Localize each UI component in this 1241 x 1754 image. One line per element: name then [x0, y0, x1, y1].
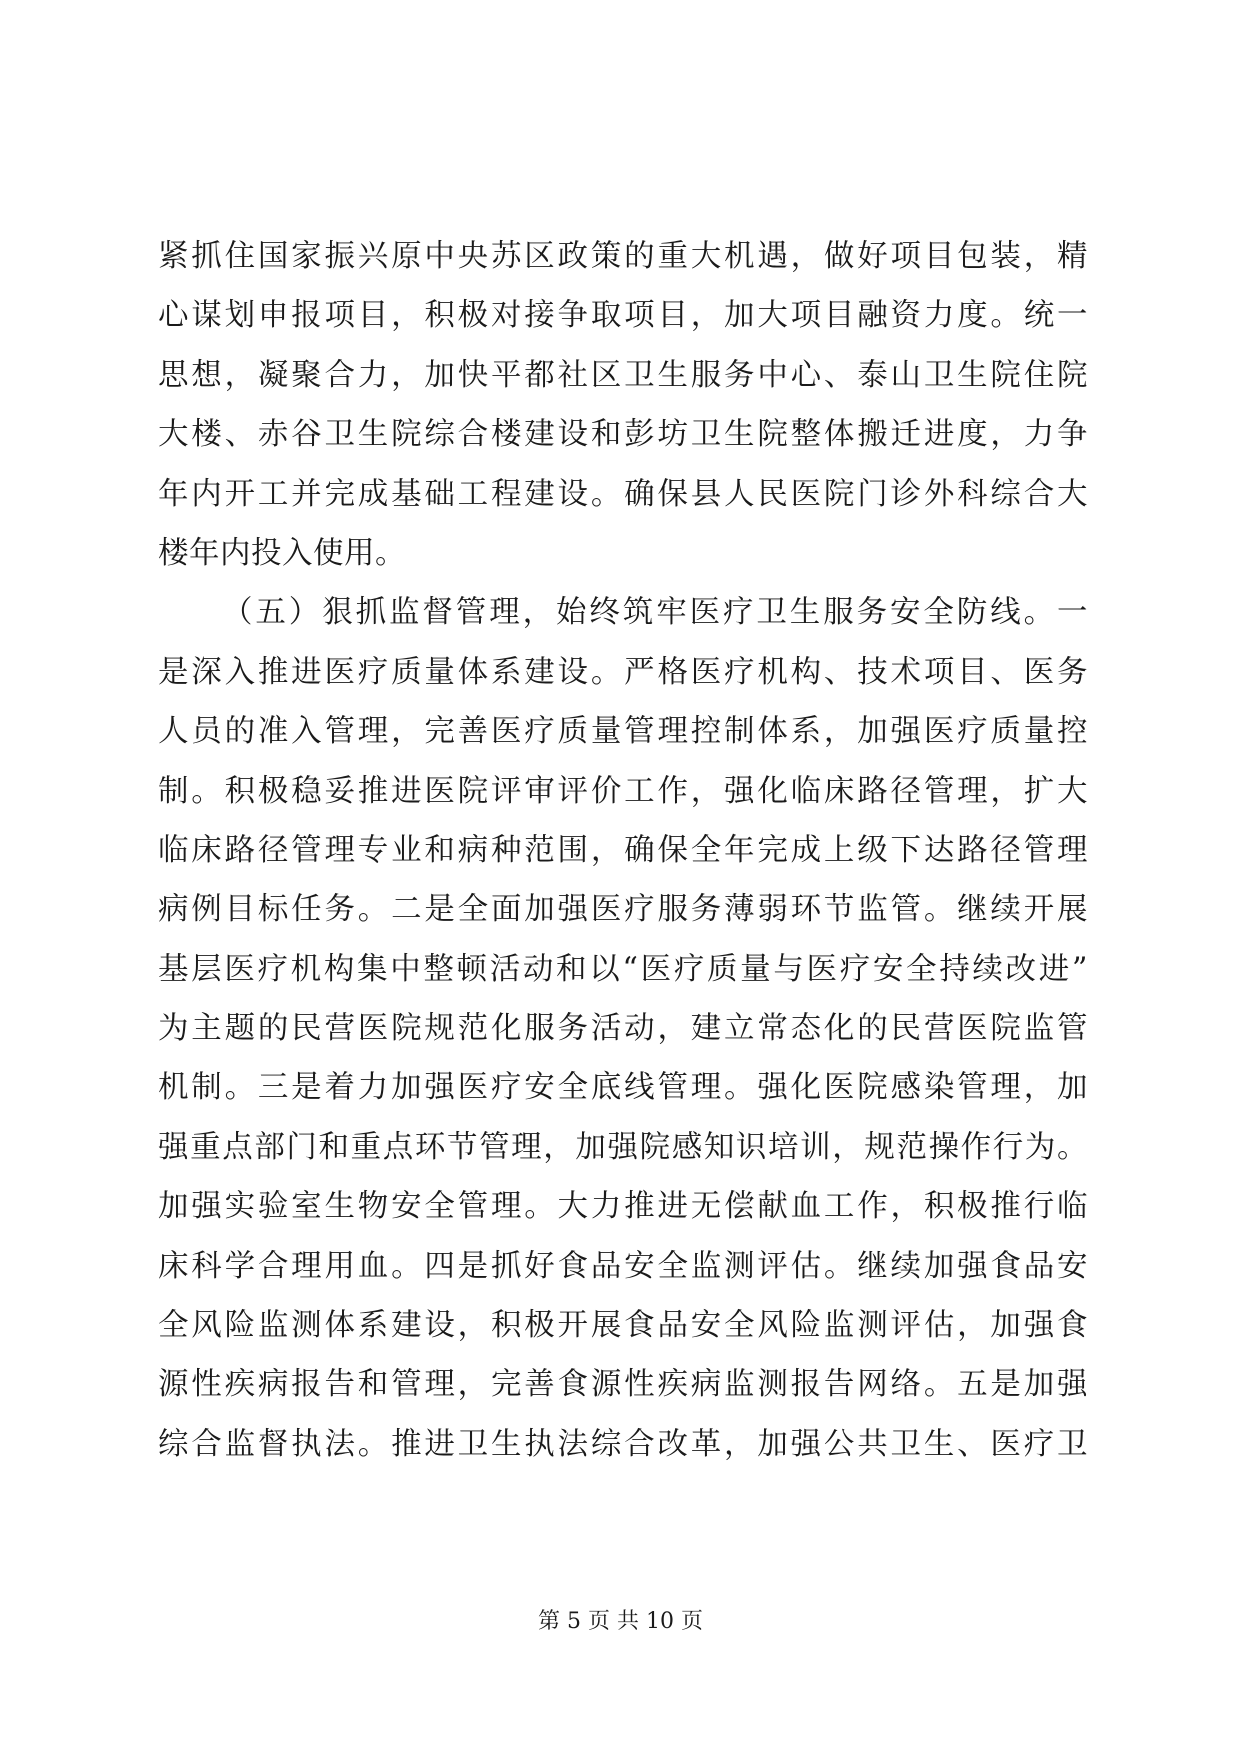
- paragraph: [158, 583, 1088, 1474]
- text-line: 心谋划申报项目，积极对接争取项目，加大项目融资力度。统一: [158, 298, 1088, 334]
- text-line: 是深入推进医疗质量体系建设。严格医疗机构、技术项目、医务: [158, 654, 1088, 690]
- page-number-footer: 第 5 页 共 10 页: [538, 1609, 703, 1634]
- text-line: 临床路径管理专业和病种范围，确保全年完成上级下达路径管理: [158, 832, 1088, 868]
- text-line: 紧抓住国家振兴原中央苏区政策的重大机遇，做好项目包装，精: [158, 239, 1088, 274]
- text-line: 楼年内投入使用。: [158, 535, 406, 571]
- text-line: 为主题的民营医院规范化服务活动，建立常态化的民营医院监管: [158, 1011, 1088, 1047]
- text-line: 机制。三是着力加强医疗安全底线管理。强化医院感染管理，加: [158, 1070, 1088, 1106]
- text-line: 强重点部门和重点环节管理，加强院感知识培训，规范操作行为。: [158, 1129, 1088, 1165]
- text-line: 综合监督执法。推进卫生执法综合改革，加强公共卫生、医疗卫: [158, 1426, 1088, 1462]
- text-line: （五）狠抓监督管理，始终筑牢医疗卫生服务安全防线。一: [222, 595, 1088, 631]
- text-line: 制。积极稳妥推进医院评审评价工作，强化临床路径管理，扩大: [158, 773, 1088, 809]
- text-line: 床科学合理用血。四是抓好食品安全监测评估。继续加强食品安: [158, 1248, 1088, 1284]
- text-line: 源性疾病报告和管理，完善食源性疾病监测报告网络。五是加强: [158, 1367, 1088, 1403]
- text-line: 人员的准入管理，完善医疗质量管理控制体系，加强医疗质量控: [158, 714, 1088, 750]
- text-line: 基层医疗机构集中整顿活动和以“医疗质量与医疗安全持续改进”: [158, 951, 1088, 987]
- text-line: 病例目标任务。二是全面加强医疗服务薄弱环节监管。继续开展: [158, 892, 1088, 928]
- paragraph: [158, 227, 1088, 583]
- text-line: 大楼、赤谷卫生院综合楼建设和彭坊卫生院整体搬迁进度，力争: [158, 417, 1088, 453]
- text-line: 年内开工并完成基础工程建设。确保县人民医院门诊外科综合大: [158, 476, 1088, 512]
- body-text: [158, 227, 1088, 1474]
- text-line: 全风险监测体系建设，积极开展食品安全风险监测评估，加强食: [158, 1308, 1088, 1344]
- text-line: 加强实验室生物安全管理。大力推进无偿献血工作，积极推行临: [158, 1189, 1088, 1225]
- text-line: 思想，凝聚合力，加快平都社区卫生服务中心、泰山卫生院住院: [158, 357, 1088, 393]
